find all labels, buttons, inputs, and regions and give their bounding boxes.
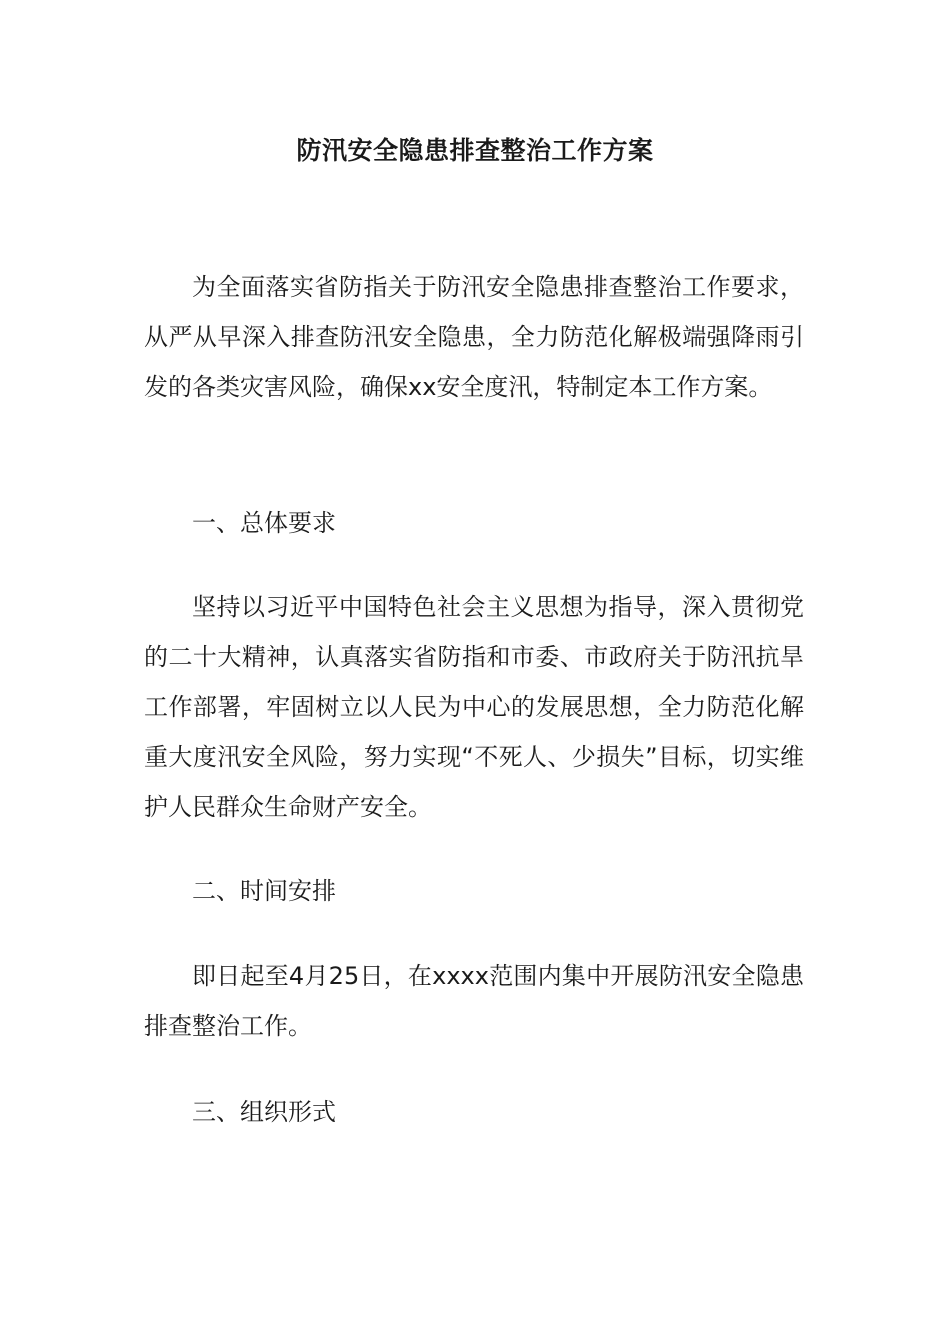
document-title: 防汛安全隐患排查整治工作方案: [296, 136, 654, 165]
section-heading-schedule: 二、时间安排: [192, 877, 336, 905]
intro-paragraph: 为全面落实省防指关于防汛安全隐患排查整治工作要求，从严从早深入排查防汛安全隐患，全力防范化解极端强降雨引发的各类灾害风险，确保xx安全度汛，特制定本工作方案。: [144, 273, 804, 401]
section-paragraph-schedule: 即日起至4月25日，在xxxx范围内集中开展防汛安全隐患排查整治工作。: [144, 962, 804, 1040]
section-paragraph-overall-requirements: 坚持以习近平中国特色社会主义思想为指导，深入贯彻党的二十大精神，认真落实省防指和市委、市政府关于防汛抗旱工作部署，牢固树立以人民为中心的发展思想，全力防范化解重大度汛安全风险，努力实现“不死人、少损失”目标，切实维护人民群众生命财产安全。: [144, 593, 804, 821]
section-heading-organization: 三、组织形式: [192, 1098, 336, 1126]
section-heading-overall-requirements: 一、总体要求: [192, 509, 336, 537]
